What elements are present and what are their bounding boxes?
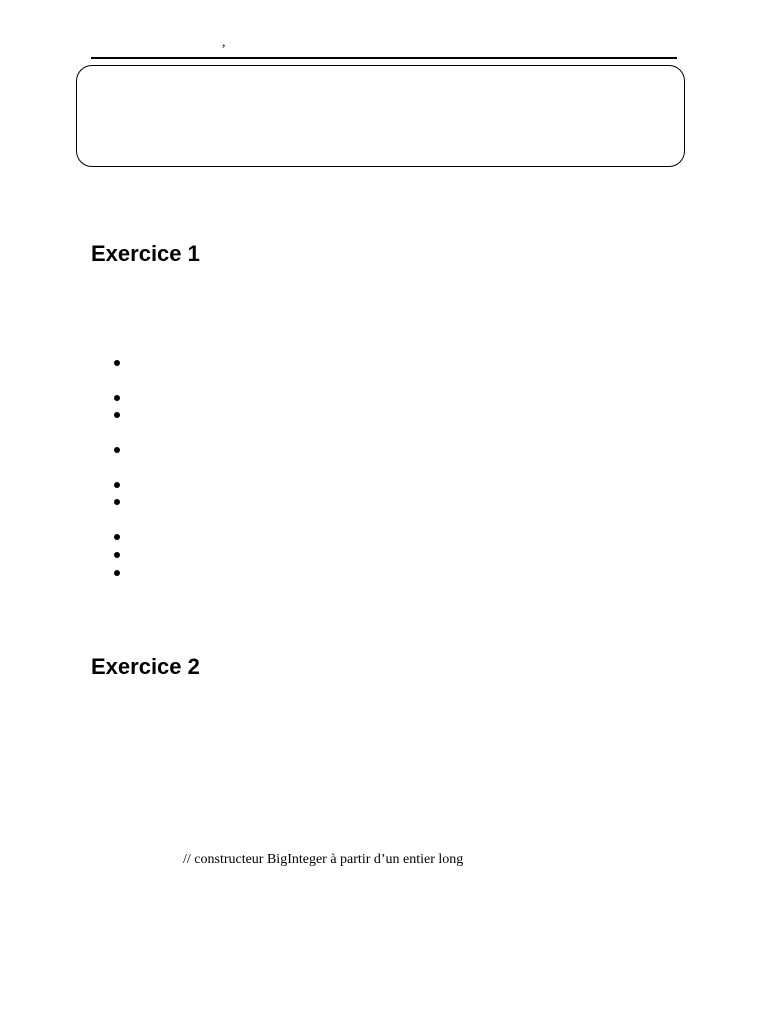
header-mark: ,: [222, 35, 226, 50]
section-heading-exercice-1: Exercice 1: [91, 241, 200, 266]
bullet-item: [114, 395, 120, 401]
code-comment: // constructeur BigInteger à partir d’un entier long: [183, 852, 464, 867]
bullet-item: [114, 447, 120, 453]
bullet-item: [114, 360, 120, 366]
bullet-item: [114, 412, 120, 418]
bullet-item: [114, 552, 120, 558]
bullet-item: [114, 499, 120, 505]
bullet-item: [114, 570, 120, 576]
bullet-item: [114, 534, 120, 540]
header-rule: [91, 57, 677, 59]
section-heading-exercice-2: Exercice 2: [91, 654, 200, 679]
title-box: [76, 65, 685, 167]
bullet-item: [114, 482, 120, 488]
